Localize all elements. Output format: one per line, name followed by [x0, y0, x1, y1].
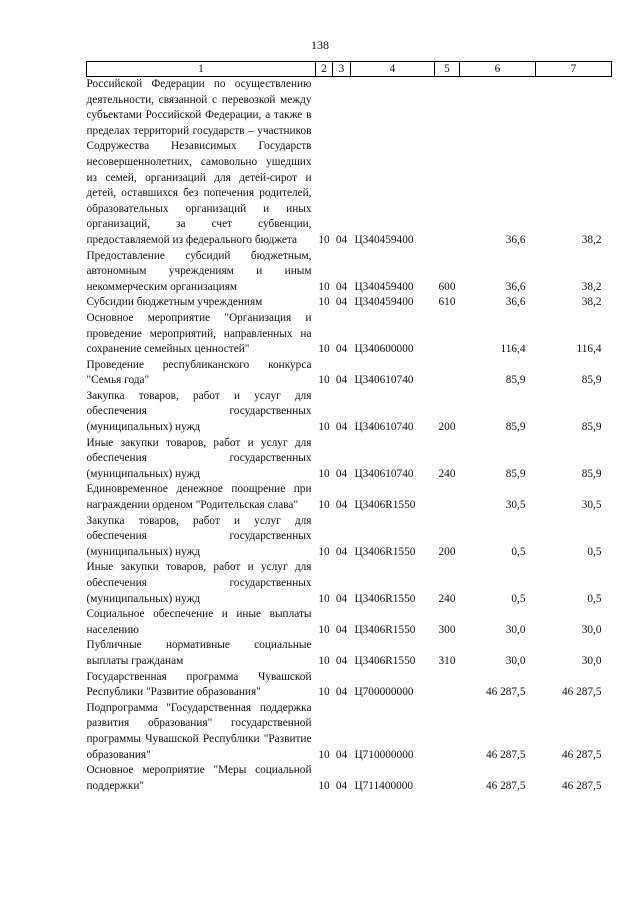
row-name-text: Закупка товаров, работ и услуг для обеспечения государственных (муниципальных) нужд — [86, 389, 312, 434]
target-article-code: Ц711400000 — [354, 779, 414, 792]
target-article-code: Ц340459400 — [354, 280, 414, 293]
section-code: 10 — [318, 280, 330, 293]
target-article-code: Ц3406R1550 — [354, 545, 416, 558]
section-code: 10 — [318, 374, 330, 387]
column-header-2: 2 — [316, 62, 333, 77]
table-row — [87, 638, 612, 669]
row-name — [87, 389, 316, 436]
row-name-text: Закупка товаров, работ и услуг для обеспечения государственных (муниципальных) нужд — [86, 514, 312, 558]
row-name — [87, 514, 316, 561]
amount-year-1: 85,9 — [505, 374, 526, 387]
amount-year-2: 0,5 — [587, 592, 602, 605]
amount-year-1: 30,0 — [505, 654, 526, 667]
expense-type-code — [435, 763, 460, 794]
expense-type-code — [435, 77, 460, 249]
amount-year-1: 85,9 — [505, 421, 526, 434]
column-header-6: 6 — [460, 62, 536, 77]
target-article-code: Ц340610740 — [354, 421, 414, 434]
column-header-1: 1 — [87, 62, 316, 77]
section-code: 10 — [318, 779, 330, 792]
row-name-text: Основное мероприятие "Организация и проведение мероприятий, направленных на сохранение семейных ценностей" — [86, 311, 312, 356]
table-row — [87, 763, 612, 794]
table-row — [87, 482, 612, 513]
section-code: 10 — [318, 421, 330, 434]
table-row — [87, 701, 612, 763]
amount-year-2: 0,5 — [587, 545, 602, 558]
amount-year-1: 30,5 — [505, 499, 526, 512]
row-name — [87, 249, 316, 296]
section-code: 10 — [318, 545, 330, 558]
table-row — [87, 560, 612, 607]
subsection-code: 04 — [335, 374, 348, 387]
target-article-code: Ц3406R1550 — [354, 654, 416, 667]
target-article-code: Ц3406R1550 — [354, 592, 416, 605]
section-code: 10 — [318, 686, 330, 699]
amount-year-1: 46 287,5 — [485, 779, 526, 792]
expense-type-code: 240 — [438, 592, 456, 605]
section-code: 10 — [318, 654, 330, 667]
target-article-code: Ц340610740 — [354, 467, 414, 480]
row-name — [87, 482, 316, 513]
amount-year-2: 38,2 — [581, 280, 602, 293]
amount-year-1: 36,6 — [505, 233, 526, 246]
section-code: 10 — [318, 296, 330, 309]
row-name-text: Единовременное денежное поощрение при награждении орденом "Родительская слава" — [86, 483, 312, 512]
expense-type-code: 300 — [438, 623, 456, 636]
expense-type-code: 200 — [438, 545, 456, 558]
row-name-text: Подпрограмма "Государственная поддержка развития образования" государственной программы Чувашской Республики "Развитие образования" — [86, 701, 312, 761]
subsection-code: 04 — [335, 654, 348, 667]
subsection-code: 04 — [335, 499, 348, 512]
row-name-text: Социальное обеспечение и иные выплаты населению — [86, 608, 312, 636]
subsection-code: 04 — [335, 545, 348, 558]
row-name — [87, 670, 316, 701]
amount-year-2: 38,2 — [581, 233, 602, 246]
amount-year-1: 46 287,5 — [485, 748, 526, 761]
row-name — [87, 77, 316, 249]
section-code: 10 — [318, 467, 330, 480]
table-row — [87, 607, 612, 638]
expense-type-code — [435, 358, 460, 389]
target-article-code: Ц710000000 — [354, 748, 414, 761]
row-name — [87, 763, 316, 794]
table-row — [87, 249, 612, 296]
subsection-code: 04 — [335, 467, 348, 480]
amount-year-2: 46 287,5 — [561, 686, 602, 699]
table-row — [87, 77, 612, 249]
target-article-code: Ц3406R1550 — [354, 499, 416, 512]
target-article-code: Ц340600000 — [354, 343, 414, 356]
amount-year-2: 46 287,5 — [561, 748, 602, 761]
row-name — [87, 638, 316, 669]
column-header-5: 5 — [435, 62, 460, 77]
amount-year-2: 30,0 — [581, 623, 602, 636]
section-code: 10 — [318, 748, 330, 761]
table-header-row — [87, 62, 612, 77]
expense-type-code — [435, 701, 460, 763]
table-row — [87, 358, 612, 389]
row-name — [87, 295, 316, 311]
subsection-code: 04 — [335, 686, 348, 699]
expense-type-code — [435, 670, 460, 701]
target-article-code: Ц340459400 — [354, 233, 414, 246]
column-header-3: 3 — [333, 62, 351, 77]
amount-year-2: 116,4 — [576, 343, 602, 356]
target-article-code: Ц700000000 — [354, 686, 414, 699]
row-name — [87, 311, 316, 358]
section-code: 10 — [318, 623, 330, 636]
subsection-code: 04 — [335, 343, 348, 356]
amount-year-1: 30,0 — [505, 623, 526, 636]
table-row — [87, 514, 612, 561]
subsection-code: 04 — [335, 233, 348, 246]
subsection-code: 04 — [335, 748, 348, 761]
subsection-code: 04 — [335, 779, 348, 792]
expense-type-code — [435, 311, 460, 358]
amount-year-2: 38,2 — [581, 296, 602, 309]
section-code: 10 — [318, 233, 330, 246]
target-article-code: Ц3406R1550 — [354, 623, 416, 636]
table-row — [87, 436, 612, 483]
expense-type-code — [435, 482, 460, 513]
table-row — [87, 295, 612, 311]
row-name-text: Основное мероприятие "Меры социальной поддержки" — [86, 764, 312, 792]
expense-type-code: 600 — [438, 280, 456, 293]
section-code: 10 — [318, 592, 330, 605]
amount-year-1: 85,9 — [505, 467, 526, 480]
row-name-text: Проведение республиканского конкурса "Семья года" — [86, 358, 312, 387]
amount-year-2: 46 287,5 — [561, 779, 602, 792]
subsection-code: 04 — [335, 623, 348, 636]
expense-type-code: 310 — [438, 654, 456, 667]
row-name-text: Иные закупки товаров, работ и услуг для обеспечения государственных (муниципальных) нужд — [86, 561, 312, 605]
amount-year-1: 0,5 — [511, 545, 526, 558]
amount-year-2: 85,9 — [581, 374, 602, 387]
table-row — [87, 311, 612, 358]
subsection-code: 04 — [335, 296, 348, 309]
amount-year-2: 30,0 — [581, 654, 602, 667]
row-name — [87, 701, 316, 763]
section-code: 10 — [318, 343, 330, 356]
amount-year-1: 36,6 — [505, 280, 526, 293]
page-number: 138 — [311, 38, 329, 52]
expense-type-code: 610 — [438, 296, 456, 309]
section-code: 10 — [318, 499, 330, 512]
amount-year-1: 116,4 — [500, 343, 526, 356]
row-name-text: Государственная программа Чувашской Республики "Развитие образования" — [86, 670, 312, 699]
row-name-text: Российской Федерации по осуществлению деятельности, связанной с перевозкой между субъектами Российской Федерации, а также в пределах территорий государств – участников Содружества Независимых Государств несовершеннолетних, самовольно ушедших из семей, организаций для детей-сирот и детей, оставшихся без попечения родителей, образовательных организаций и иных организаций, за счет субвенции, предоставляемой из федерального бюджета — [86, 78, 312, 246]
row-name — [87, 607, 316, 638]
subsection-code: 04 — [335, 280, 348, 293]
amount-year-1: 46 287,5 — [485, 686, 526, 699]
row-name-text: Предоставление субсидий бюджетным, автономным учреждениям и иным некоммерческим организациям — [86, 249, 312, 293]
target-article-code: Ц340610740 — [354, 374, 414, 387]
amount-year-2: 30,5 — [581, 499, 602, 512]
amount-year-1: 36,6 — [505, 296, 526, 309]
row-name-text: Публичные нормативные социальные выплаты гражданам — [86, 639, 312, 667]
amount-year-2: 85,9 — [581, 467, 602, 480]
table-row — [87, 389, 612, 436]
column-header-4: 4 — [351, 62, 435, 77]
row-name-text: Субсидии бюджетным учреждениям — [86, 296, 263, 309]
row-name — [87, 560, 316, 607]
row-name — [87, 436, 316, 483]
subsection-code: 04 — [335, 421, 348, 434]
subsection-code: 04 — [335, 592, 348, 605]
expense-type-code: 200 — [438, 421, 456, 434]
amount-year-1: 0,5 — [511, 592, 526, 605]
row-name-text: Иные закупки товаров, работ и услуг для обеспечения государственных (муниципальных) нужд — [86, 436, 312, 480]
table-body — [87, 77, 612, 795]
table-row — [87, 670, 612, 701]
amount-year-2: 85,9 — [581, 421, 602, 434]
target-article-code: Ц340459400 — [354, 296, 414, 309]
row-name — [87, 358, 316, 389]
budget-table — [86, 61, 612, 794]
column-header-7: 7 — [536, 62, 612, 77]
expense-type-code: 240 — [438, 467, 456, 480]
